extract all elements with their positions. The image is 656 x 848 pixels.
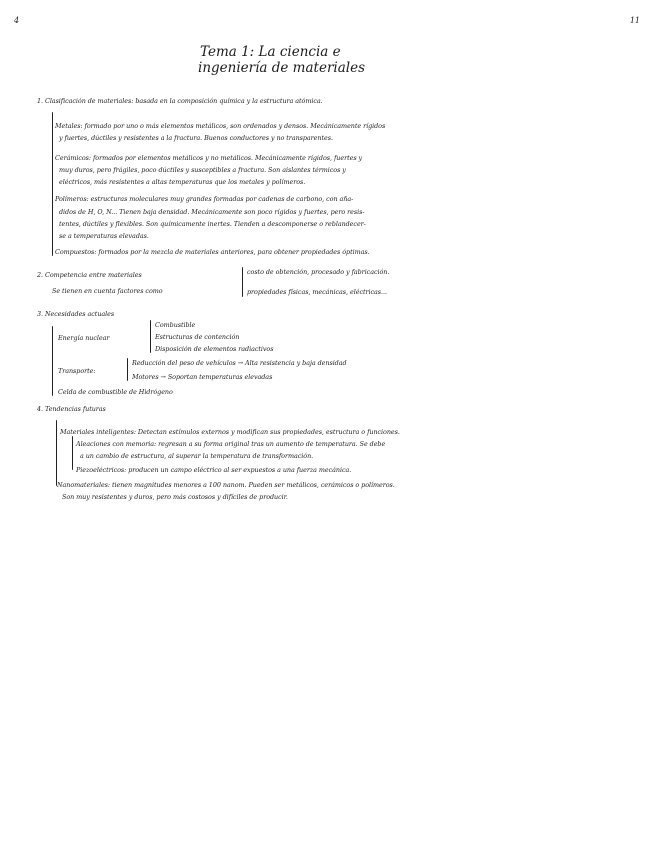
compuestos-line: Compuestos: formados por la mezcla de materiales anteriores, para obtener propiedades óptimas. <box>55 248 370 256</box>
section-4-bracket <box>56 420 57 486</box>
energia-label: Energía nuclear <box>58 334 110 342</box>
section-3-bracket <box>52 326 53 396</box>
aleaciones-line-1: Aleaciones con memoria: regresan a su forma original tras un aumento de temperatura. Se debe <box>76 440 386 448</box>
title-line-1: Tema 1: La ciencia e <box>200 44 341 60</box>
ceramicos-line-2: muy duros, pero frágiles, poco dúctiles y susceptibles a fractura. Son aislantes térmicos y <box>59 166 346 174</box>
factor-1: costo de obtención, procesado y fabricación. <box>247 268 390 276</box>
piezoelectricos-line: Piezoeléctricos: producen un campo eléctrico al ser expuestos a una fuerza mecánica. <box>76 466 352 474</box>
factor-2: propiedades físicas, mecánicas, eléctricas... <box>247 288 387 296</box>
section-1-bracket <box>52 112 53 256</box>
metales-line-1: Metales: formado por uno o más elementos metálicos, son ordenados y densos. Mecánicamente rígidos <box>55 122 386 130</box>
inteligentes-line: Materiales inteligentes: Detectan estímulos externos y modifican sus propiedades, estructura o funciones. <box>60 428 400 436</box>
polimeros-line-4: se a temperaturas elevadas. <box>59 232 149 240</box>
inteligentes-bracket <box>72 436 73 470</box>
transporte-item-1: Reducción del peso de vehículos → Alta resistencia y baja densidad <box>132 359 347 367</box>
section-2-subline: Se tienen en cuenta factores como <box>52 287 163 295</box>
section-2-heading: 2. Competencia entre materiales <box>37 271 142 279</box>
celda-line: Celda de combustible de Hidrógeno <box>58 388 173 396</box>
section-2-bracket <box>242 267 243 297</box>
metales-line-2: y fuertes, dúctiles y resistentes a la fractura. Buenos conductores y no transparentes. <box>59 134 333 142</box>
transporte-label: Transporte: <box>58 367 96 375</box>
nanomateriales-line-2: Son muy resistentes y duros, pero más costosos y difíciles de producir. <box>62 493 288 501</box>
section-1-heading: 1. Clasificación de materiales: basada en la composición química y la estructura atómica. <box>37 97 323 105</box>
page-number-left: 4 <box>14 16 20 25</box>
page-title <box>200 44 365 76</box>
page-number-right: 11 <box>629 16 640 25</box>
energia-bracket <box>150 320 151 353</box>
polimeros-line-1: Polímeros: estructuras moleculares muy grandes formadas por cadenas de carbono, con aña- <box>55 195 354 203</box>
polimeros-line-3: tentes, dúctiles y flexibles. Son químicamente inertes. Tienden a descomponerse o reblandecer- <box>59 220 366 228</box>
section-3-heading: 3. Necesidades actuales <box>37 310 115 318</box>
polimeros-line-2: didos de H, O, N... Tienen baja densidad. Mecánicamente son poco rígidos y fuertes, pero resis- <box>59 208 365 216</box>
ceramicos-line-3: eléctricos, más resistentes a altas temperaturas que los metales y polímeros. <box>59 178 306 186</box>
ceramicos-line-1: Cerámicos: formados por elementos metálicos y no metálicos. Mecánicamente rígidos, fuertes y <box>55 154 363 162</box>
energia-item-1: Combustible <box>155 321 196 329</box>
energia-item-2: Estructuras de contención <box>155 333 240 341</box>
section-4-heading: 4. Tendencias futuras <box>37 405 106 413</box>
title-line-2: ingeniería de materiales <box>198 60 365 76</box>
aleaciones-line-2: a un cambio de estructura, al superar la temperatura de transformación. <box>80 452 314 460</box>
energia-item-3: Disposición de elementos radiactivos <box>155 345 274 353</box>
transporte-item-2: Motores → Soportan temperaturas elevadas <box>132 373 273 381</box>
transporte-bracket <box>127 358 128 381</box>
nanomateriales-line-1: Nanomateriales: tienen magnitudes menores a 100 nanom. Pueden ser metálicos, cerámicos o polímeros. <box>57 481 395 489</box>
